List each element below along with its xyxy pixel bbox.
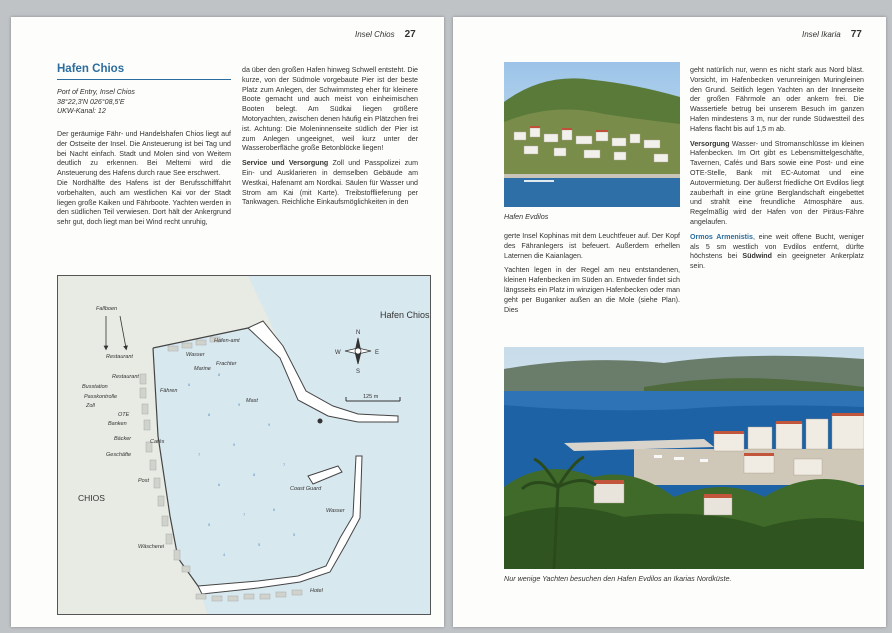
running-title-left: Insel Chios <box>355 30 395 39</box>
ormos-text: , eine weit offene Bucht, weniger als 5 sm westlich von Evdilos entfernt, dürfte höchstens bei <box>690 232 864 261</box>
photo-evdilos-town-image <box>504 62 680 207</box>
svg-text:7: 7 <box>198 452 201 457</box>
svg-text:5: 5 <box>208 522 211 527</box>
label-post: Post <box>138 478 150 484</box>
photo2-caption: Nur wenige Yachten besuchen den Hafen Evdilos an Ikarias Nordküste. <box>504 574 732 583</box>
fallboen-arrow <box>120 316 126 348</box>
label-coast-guard: Coast Guard <box>290 486 322 492</box>
label-wasser-2: Wasser <box>326 508 345 514</box>
label-passkontrolle: Passkontrolle <box>84 394 118 400</box>
svg-text:6: 6 <box>188 382 191 387</box>
text-column-1 <box>57 130 231 270</box>
right-page <box>453 17 886 627</box>
label-wasser: Wasser <box>186 352 205 358</box>
photo-evdilos-harbor-image <box>504 347 864 569</box>
svg-text:5: 5 <box>258 542 261 547</box>
svg-text:5: 5 <box>293 532 296 537</box>
service-text: Zoll und Passpolizei zum Ein- und Ausklarieren in demselben Gebäude am Westkai, Hafenamt am Nordkai. Säulen für Wasser und Strom am Kai (mit Karte). Treibstofflieferung per Tankwagen. Reichliche Einkaufsmöglichkeiten in den <box>242 159 418 207</box>
label-cafes: Cafés <box>150 439 165 445</box>
harbor-map <box>57 275 431 615</box>
compass-e: E <box>375 350 380 356</box>
label-hafenamt: Hafen-amt <box>214 338 240 344</box>
label-marine: Marine <box>194 366 211 372</box>
svg-text:8: 8 <box>208 412 211 417</box>
label-restaurant-2: Restaurant <box>112 374 139 380</box>
label-baecker: Bäcker <box>114 436 132 442</box>
service-paragraph <box>690 140 864 228</box>
text-column-2 <box>242 66 418 271</box>
harbor-info <box>57 88 231 117</box>
photo-evdilos-town <box>504 62 680 207</box>
compass-n: N <box>356 330 361 336</box>
svg-text:8: 8 <box>253 472 256 477</box>
label-frachter: Frachter <box>216 361 237 367</box>
service-heading: Versorgung <box>690 139 730 148</box>
label-busstation: Busstation <box>82 384 108 390</box>
svg-text:6: 6 <box>218 482 221 487</box>
paragraph: geht natürlich nur, wenn es nicht stark aus Nord bläst. Vorsicht, im Hafenbecken verunreinigen Muringleinen den Grund. Seitlich legen Yachten an der Innenseite der großen Fährmole an oder ankern frei. Die Wassertiefe betrug bei unserem Besuch im ganzen Hafen mindestens 3 m, nur der runde Südwestteil des Hafens flacht bis auf 1,5 m ab. <box>690 66 864 133</box>
svg-text:7: 7 <box>243 512 246 517</box>
label-ote: OTE <box>118 412 130 418</box>
mast-marker <box>318 419 323 424</box>
left-page <box>11 17 444 627</box>
page-number-left: 27 <box>404 29 416 40</box>
label-faehren: Fähren <box>160 388 178 394</box>
label-zoll: Zoll <box>86 403 95 409</box>
map-title: Hafen Chios <box>380 310 430 320</box>
paragraph: Der geräumige Fähr- und Handelshafen Chios liegt auf der Ostseite der Insel. Die Ansteuerung ist bei Tag und bei Nacht einfach. Stadt und Molen sind von Weitem deutlich zu erkennen. Bei Meltemi wird die Ansteuerung des Hafens durch raue See erschwert. <box>57 130 231 178</box>
svg-text:8: 8 <box>218 372 221 377</box>
scale-label: 125 m <box>363 394 379 400</box>
photo-evdilos-harbor <box>504 347 864 569</box>
service-heading: Service und Versorgung <box>242 159 329 168</box>
paragraph: gerte Insel Kophinas mit dem Leuchtfeuer auf. Der Kopf des Fähranlegers ist befeuert. Außerdem erhellen Laternen die Kaianlagen. <box>504 232 680 260</box>
svg-text:4: 4 <box>223 552 226 557</box>
info-line: UKW-Kanal: 12 <box>57 107 106 115</box>
svg-text:9: 9 <box>238 402 241 407</box>
label-geschaefte: Geschäfte <box>106 452 132 458</box>
compass-s: S <box>356 369 361 375</box>
svg-text:9: 9 <box>268 422 271 427</box>
service-text: Wasser- und Stromanschlüsse im kleinen Hafenbecken. Im Ort gibt es Lebensmittelgeschäfte, Tavernen, Cafés und Bars sowie eine Post- und eine OTE-Stelle, Bank mit EC-Automat und eine Autovermietung. Der äußerst friedliche Ort Evdilos liegt zauberhaft in eine grüne Berglandschaft eingebettet und strahlt eine freundliche Atmosphäre aus. Regelmäßig wird der Hafen von der Piräus-Fähre angelaufen. <box>690 139 864 226</box>
photo1-caption: Hafen Evdilos <box>504 212 549 221</box>
text-column-1-right <box>504 232 680 347</box>
ormos-text-end: ein geeigneter Ankerplatz sein. <box>690 252 864 271</box>
title-rule <box>57 79 231 80</box>
label-mast: Mast <box>246 398 258 404</box>
info-line: Port of Entry, Insel Chios <box>57 88 135 96</box>
page-number-right: 77 <box>850 29 862 40</box>
label-waescherei: Wäscherei <box>138 544 164 550</box>
ormos-paragraph <box>690 233 864 272</box>
compass-w: W <box>335 350 341 356</box>
paragraph: Die Nordhälfte des Hafens ist der Berufsschifffahrt vorbehalten, auch am westlichen Kai vor der Stadt liegen große Kaiken und Fährboote. Yachten werden in den südlichen Teil verwiesen. Dort hält der Ankergrund sehr gut, doch liegt man bei Wind recht unruhig, <box>57 178 231 227</box>
info-line: 38°22,3'N 026°08,5'E <box>57 97 125 106</box>
running-header-right <box>802 29 862 40</box>
ormos-bold: Südwind <box>742 252 772 261</box>
harbor-map-svg <box>58 276 431 615</box>
label-hotel: Hotel <box>310 588 323 594</box>
running-title-right: Insel Ikaria <box>802 30 841 39</box>
text-column-2-right <box>690 66 864 351</box>
paragraph: Yachten legen in der Regel am neu entstandenen, kleinen Hafenbecken im Süden an. Entweder findet sich längsseits ein Platz im winzigen Hafenbecken oder man geht per Buganker außen an die Mole (siehe Plan). Dies <box>504 266 680 314</box>
svg-text:9: 9 <box>233 442 236 447</box>
svg-text:7: 7 <box>283 462 286 467</box>
paragraph: da über den großen Hafen hinweg Schwell entsteht. Die kurze, von der Südmole vorgebaute Pier ist der beste Platz zum Anlegen, der Schwimmsteg eher für kleinere Boote gemacht und auch meist von einheimischen Booten belegt. Am Südkai liegen größere Motoryachten, zwischen denen häufig ein Plätzchen frei ist. Achtung: Die Moleninnenseite südlich der Pier ist zum Anlegen ungeeignet, weil kurz unter der Wasseroberfläche große Betonblöcke liegen! <box>242 66 418 153</box>
section-title: Hafen Chios <box>57 63 125 75</box>
ormos-heading: Ormos Armenistis <box>690 232 753 241</box>
service-paragraph <box>242 159 418 208</box>
label-restaurant: Restaurant <box>106 354 133 360</box>
label-fallboen: Fallboen <box>96 306 118 312</box>
label-banken: Banken <box>108 421 127 427</box>
running-header-left <box>355 29 416 40</box>
map-town-label: CHIOS <box>78 493 105 503</box>
svg-text:6: 6 <box>273 507 276 512</box>
